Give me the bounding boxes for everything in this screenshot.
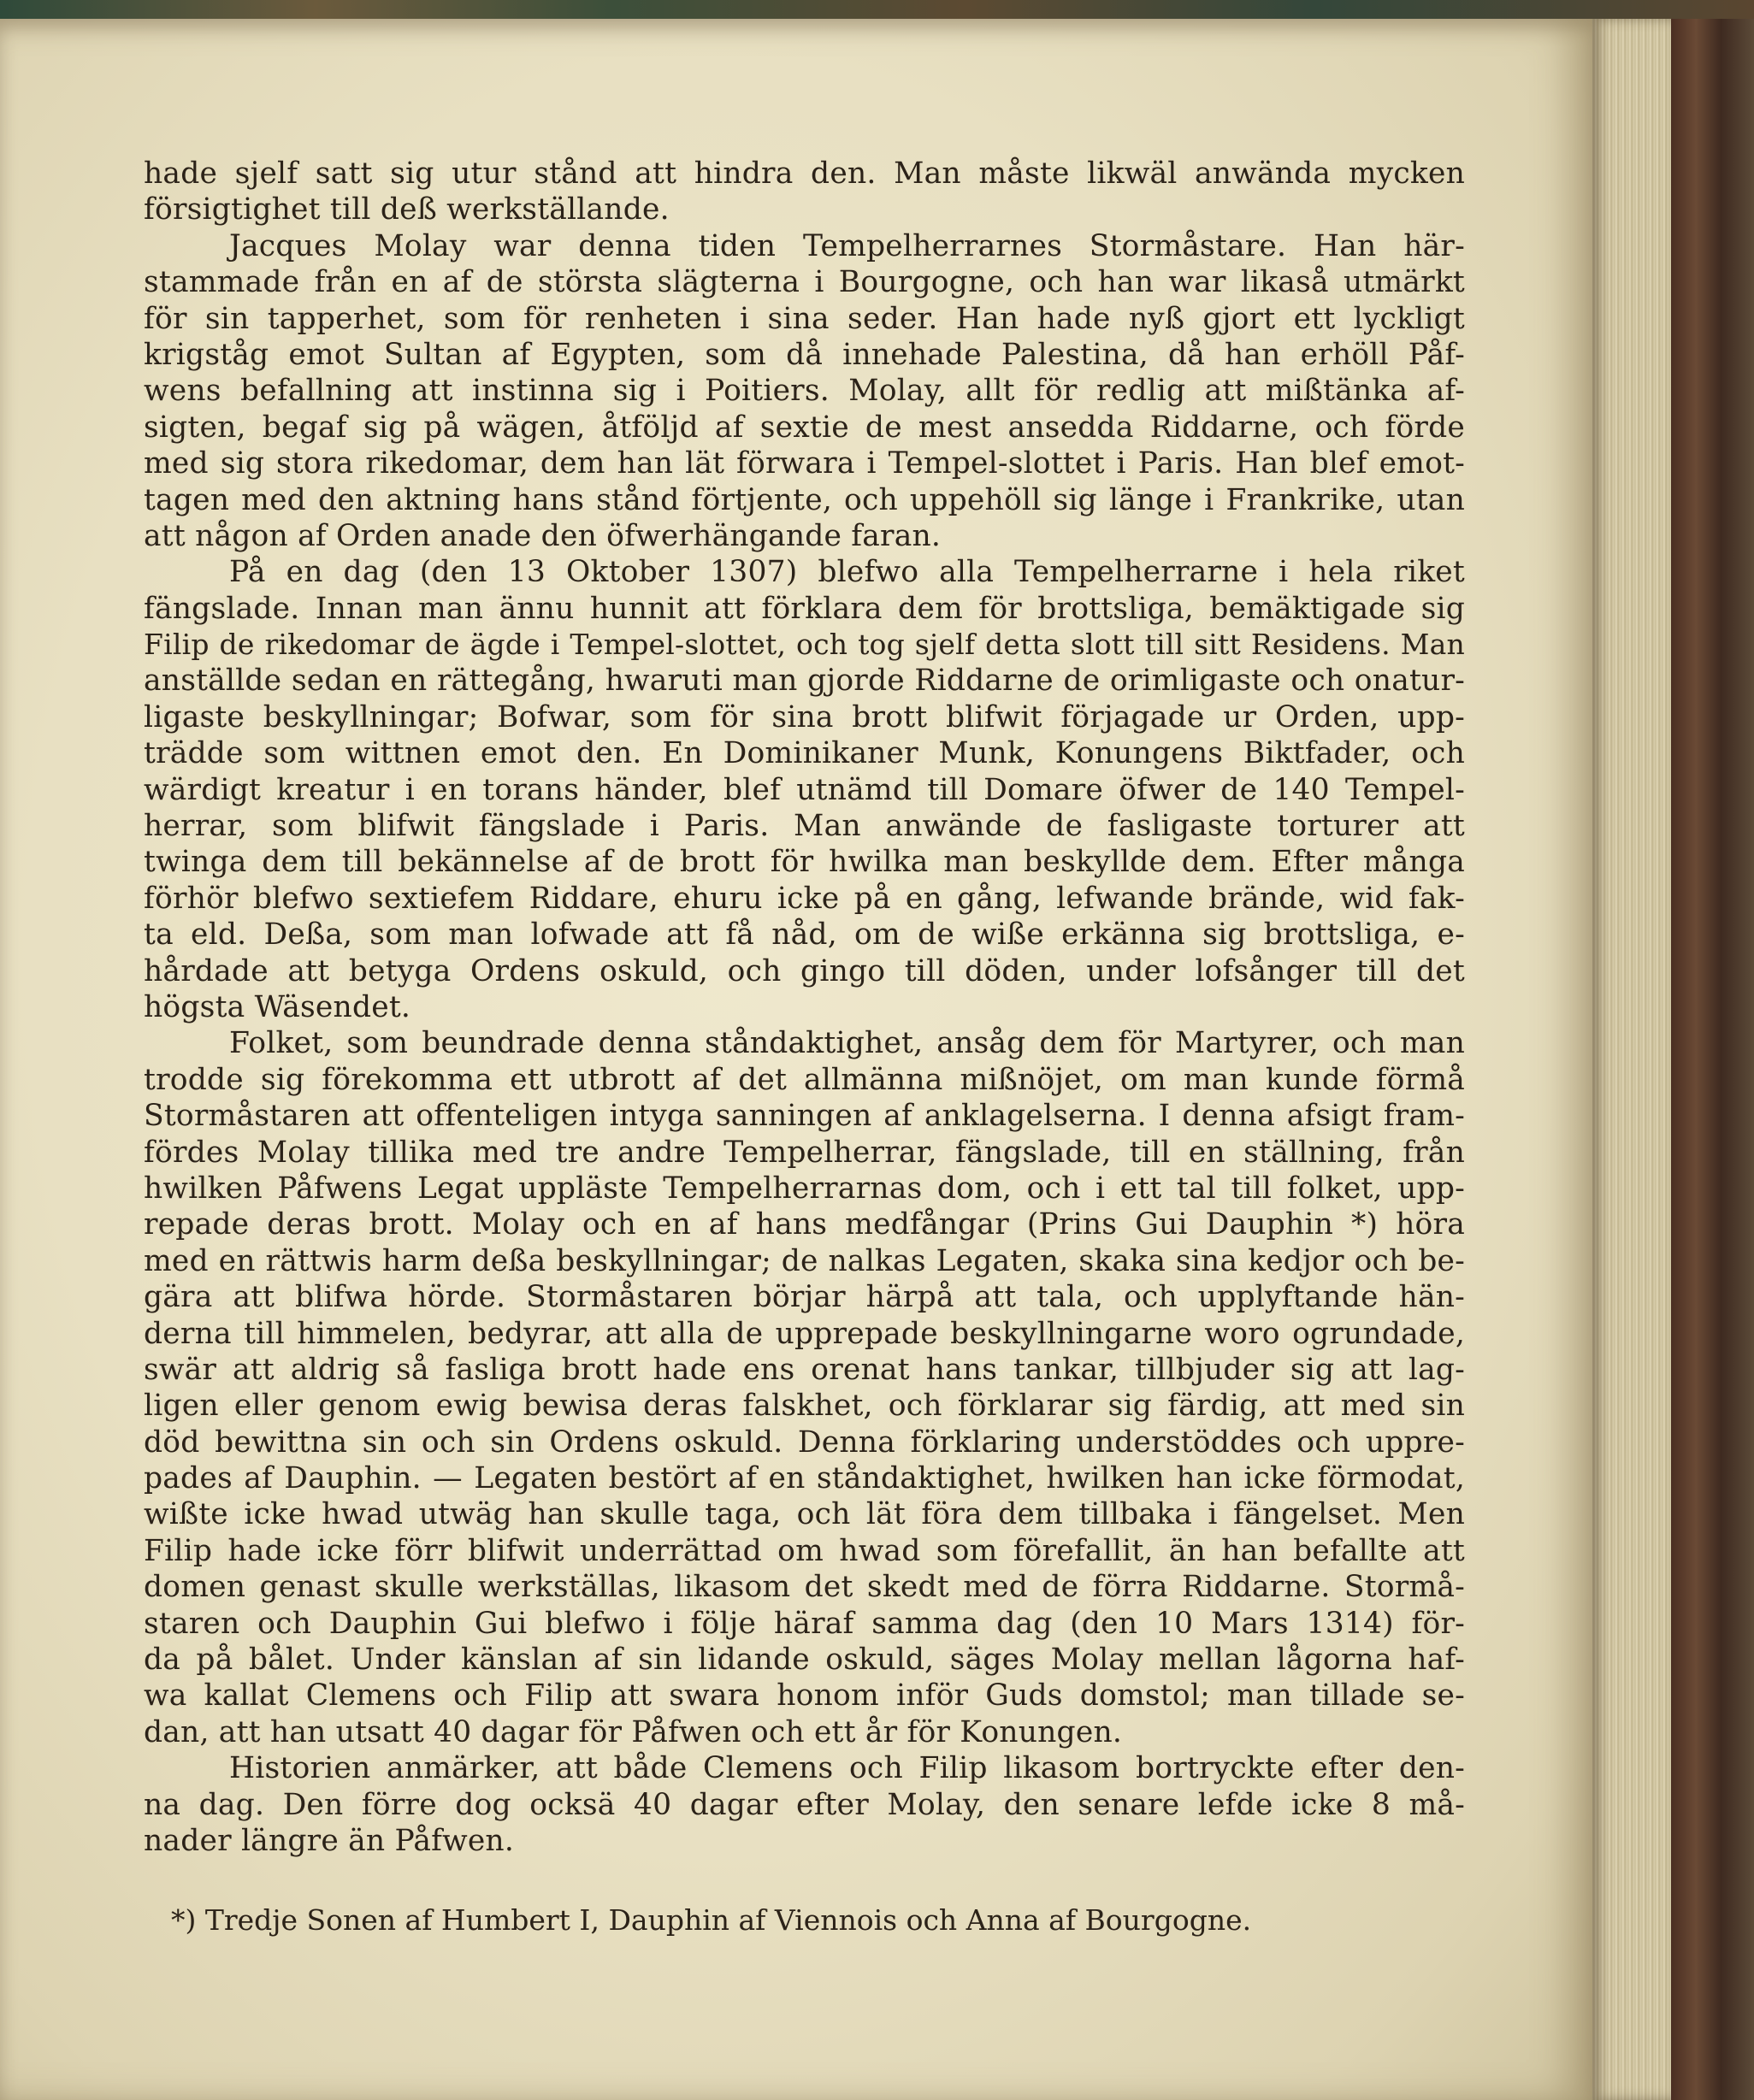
text-line: hårdade att betyga Ordens oskuld, och gingo till döden, under lofsånger till det <box>144 953 1465 988</box>
text-line: Stormåstaren att offenteligen intyga sanningen af anklagelserna. I denna afsigt fram- <box>144 1099 1465 1134</box>
text-line: ligen eller genom ewig bewisa deras falskhet, och förklarar sig färdig, att med sin <box>144 1389 1465 1424</box>
text-line: swär att aldrig så fasliga brott hade ens orenat hans tankar, tillbjuder sig att lag- <box>144 1352 1465 1387</box>
page-edges <box>1592 19 1671 2100</box>
text-line: att någon af Orden anade den öfwerhängande faran. <box>144 518 942 553</box>
text-line: dan, att han utsatt 40 dagar för Påfwen och ett år för Konungen. <box>144 1714 1123 1749</box>
text-line: Filip hade icke förr blifwit underrättad om hwad som förefallit, än han befallte att <box>144 1533 1465 1568</box>
text-line: wa kallat Clemens och Filip att swara honom inför Guds domstol; man tillade se- <box>144 1678 1465 1714</box>
text-line: förhör blefwo sextiefem Riddare, ehuru icke på en gång, lefwande brände, wid fak- <box>144 881 1465 916</box>
text-line: wißte icke hwad utwäg han skulle taga, och lät föra dem tillbaka i fängelset. Men <box>144 1497 1465 1532</box>
text-line: hade sjelf satt sig utur stånd att hindra den. Man måste likwäl anwända mycken <box>144 156 1465 191</box>
text-line: Historien anmärker, att både Clemens och Filip likasom bortryckte efter den- <box>229 1751 1465 1786</box>
text-line: trodde sig förekomma ett utbrott af det allmänna mißnöjet, om man kunde förmå <box>144 1062 1465 1097</box>
text-line: trädde som wittnen emot den. En Dominikaner Munk, Konungens Biktfader, och <box>144 736 1465 771</box>
text-line: ta eld. Deßa, som man lofwade att få nåd, om de wiße erkänna sig brottsliga, e- <box>144 917 1465 953</box>
text-line: På en dag (den 13 Oktober 1307) blefwo alla Tempelherrarne i hela riket <box>229 555 1465 590</box>
text-line: krigståg emot Sultan af Egypten, som då innehade Palestina, då han erhöll Påf- <box>144 337 1465 372</box>
footnote: *) Tredje Sonen af Humbert I, Dauphin af Viennois och Anna af Bourgogne. <box>171 1903 1252 1937</box>
text-line: försigtighet till deß werkställande. <box>144 192 670 227</box>
text-line: för sin tapperhet, som för renheten i sina seder. Han hade nyß gjort ett lyckligt <box>144 301 1465 336</box>
text-line: Filip de rikedomar de ägde i Tempel-slottet, och tog sjelf detta slott till sitt Residens. Man <box>144 628 1465 662</box>
text-line: gära att blifwa hörde. Stormåstaren börjar härpå att tala, och upplyftande hän- <box>144 1280 1465 1315</box>
text-line: ligaste beskyllningar; Bofwar, som för sina brott blifwit förjagade ur Orden, upp- <box>144 699 1465 734</box>
book-top-edge <box>0 0 1754 19</box>
text-line: högsta Wäsendet. <box>144 989 411 1024</box>
book-cover-edge <box>1671 19 1754 2100</box>
text-line: fängslade. Innan man ännu hunnit att förklara dem för brottsliga, bemäktigade sig <box>144 591 1465 626</box>
text-line: sigten, begaf sig på wägen, åtföljd af sextie de mest ansedda Riddarne, och förde <box>144 410 1465 445</box>
text-line: da på bålet. Under känslan af sin lidande oskuld, säges Molay mellan lågorna haf- <box>144 1643 1465 1678</box>
text-line: stammade från en af de största slägterna i Bourgogne, och han war likaså utmärkt <box>144 265 1465 300</box>
text-line: pades af Dauphin. — Legaten bestört af en ståndaktighet, hwilken han icke förmodat, <box>144 1461 1465 1496</box>
text-line: wärdigt kreatur i en torans händer, blef utnämd till Domare öfwer de 140 Tempel- <box>144 772 1465 807</box>
text-line: fördes Molay tillika med tre andre Tempelherrar, fängslade, till en ställning, från <box>144 1135 1465 1170</box>
text-line: död bewittna sin och sin Ordens oskuld. Denna förklaring understöddes och uppre- <box>144 1425 1465 1460</box>
text-line: tagen med den aktning hans stånd förtjente, och uppehöll sig länge i Frankrike, utan <box>144 482 1465 517</box>
text-line: Jacques Molay war denna tiden Tempelherrarnes Stormåstare. Han här- <box>229 228 1465 263</box>
text-line: derna till himmelen, bedyrar, att alla de upprepade beskyllningarne woro ogrundade, <box>144 1316 1465 1351</box>
text-line: anställde sedan en rättegång, hwaruti man gjorde Riddarne de orimligaste och onatur- <box>144 664 1465 699</box>
text-line: med en rättwis harm deßa beskyllningar; de nalkas Legaten, skaka sina kedjor och be- <box>144 1243 1465 1278</box>
text-line: herrar, som blifwit fängslade i Paris. Man anwände de fasligaste torturer att <box>144 809 1465 844</box>
body-text <box>144 156 1465 1859</box>
text-line: na dag. Den förre dog ocksä 40 dagar efter Molay, den senare lefde icke 8 må- <box>144 1787 1465 1822</box>
text-line: hwilken Påfwens Legat uppläste Tempelherrarnas dom, och i ett tal till folket, upp- <box>144 1171 1465 1206</box>
text-line: twinga dem till bekännelse af de brott för hwilka man beskyllde dem. Efter många <box>144 845 1465 880</box>
text-line: Folket, som beundrade denna ståndaktighet, ansåg dem för Martyrer, och man <box>229 1026 1465 1061</box>
text-line: nader längre än Påfwen. <box>144 1823 515 1858</box>
text-line: domen genast skulle werkställas, likasom det skedt med de förra Riddarne. Stormå- <box>144 1570 1465 1605</box>
text-line: staren och Dauphin Gui blefwo i följe häraf samma dag (den 10 Mars 1314) för- <box>144 1606 1465 1641</box>
text-line: wens befallning att instinna sig i Poitiers. Molay, allt för redlig att mißtänka af- <box>144 374 1465 409</box>
text-line: repade deras brott. Molay och en af hans medfångar (Prins Gui Dauphin *) höra <box>144 1207 1465 1242</box>
text-line: med sig stora rikedomar, dem han lät förwara i Tempel-slottet i Paris. Han blef emot- <box>144 446 1465 481</box>
